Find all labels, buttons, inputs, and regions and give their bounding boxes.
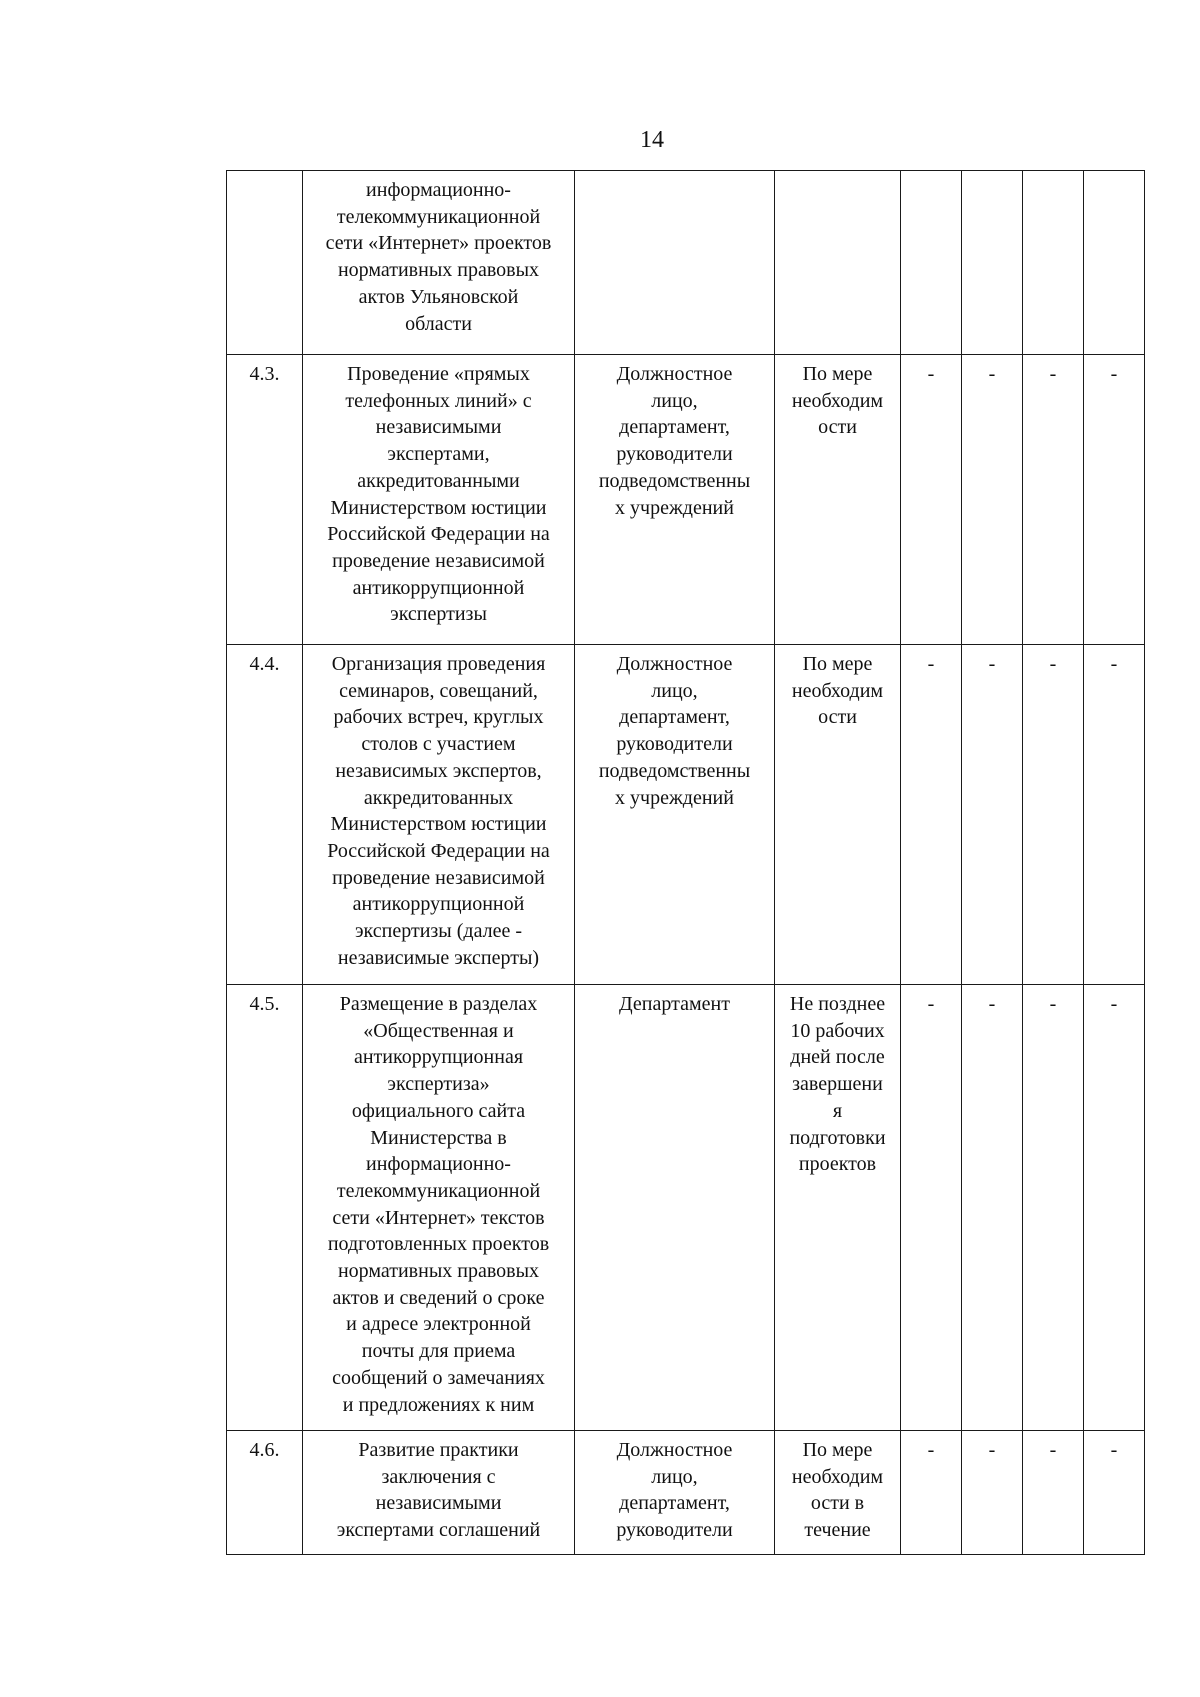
indicator-cell-1: - <box>901 1431 962 1555</box>
deadline-cell <box>775 171 901 355</box>
measures-table <box>226 170 1145 1555</box>
row-number: 4.6. <box>227 1431 303 1555</box>
indicator-cell-1: - <box>901 985 962 1431</box>
indicator-cell-2 <box>962 171 1023 355</box>
indicator-cell-2: - <box>962 985 1023 1431</box>
indicator-cell-4: - <box>1084 1431 1145 1555</box>
deadline-cell: По мере необходим ости <box>775 645 901 985</box>
indicator-cell-1 <box>901 171 962 355</box>
deadline-cell: По мере необходим ости в течение <box>775 1431 901 1555</box>
indicator-cell-3: - <box>1023 1431 1084 1555</box>
action-cell: Проведение «прямых телефонных линий» с независимыми экспертами, аккредитованными Министерством юстиции Российской Федерации на проведение независимой антикоррупционной экспертизы <box>303 355 575 645</box>
table-row <box>227 985 1145 1431</box>
indicator-cell-1: - <box>901 645 962 985</box>
indicator-cell-4: - <box>1084 355 1145 645</box>
deadline-cell: Не позднее 10 рабочих дней после завершени я подготовки проектов <box>775 985 901 1431</box>
indicator-cell-2: - <box>962 1431 1023 1555</box>
indicator-cell-2: - <box>962 645 1023 985</box>
indicator-cell-3 <box>1023 171 1084 355</box>
responsible-cell: Должностное лицо, департамент, руководители подведомственны х учреждений <box>575 645 775 985</box>
page-number: 14 <box>640 127 664 153</box>
indicator-cell-3: - <box>1023 355 1084 645</box>
indicator-cell-1: - <box>901 355 962 645</box>
indicator-cell-4: - <box>1084 645 1145 985</box>
indicator-cell-4: - <box>1084 985 1145 1431</box>
action-cell: Развитие практики заключения с независимыми экспертами соглашений <box>303 1431 575 1555</box>
responsible-cell: Должностное лицо, департамент, руководители подведомственны х учреждений <box>575 355 775 645</box>
action-cell: Размещение в разделах «Общественная и антикоррупционная экспертиза» официального сайта Министерства в информационно- телекоммуникационной сети «Интернет» текстов подготовленных проектов нормативных правовых актов и сведений о сроке и адресе электронной почты для приема сообщений о замечаниях и предложениях к ним <box>303 985 575 1431</box>
table-row <box>227 1431 1145 1555</box>
action-cell: информационно- телекоммуникационной сети «Интернет» проектов нормативных правовых актов Ульяновской области <box>303 171 575 355</box>
indicator-cell-3: - <box>1023 985 1084 1431</box>
indicator-cell-3: - <box>1023 645 1084 985</box>
deadline-cell: По мере необходим ости <box>775 355 901 645</box>
row-number: 4.4. <box>227 645 303 985</box>
table-row <box>227 645 1145 985</box>
table-row <box>227 355 1145 645</box>
responsible-cell <box>575 171 775 355</box>
table-row <box>227 171 1145 355</box>
row-number: 4.3. <box>227 355 303 645</box>
indicator-cell-4 <box>1084 171 1145 355</box>
indicator-cell-2: - <box>962 355 1023 645</box>
responsible-cell: Департамент <box>575 985 775 1431</box>
responsible-cell: Должностное лицо, департамент, руководители <box>575 1431 775 1555</box>
row-number <box>227 171 303 355</box>
row-number: 4.5. <box>227 985 303 1431</box>
action-cell: Организация проведения семинаров, совещаний, рабочих встреч, круглых столов с участием независимых экспертов, аккредитованных Министерством юстиции Российской Федерации на проведение независимой антикоррупционной экспертизы (далее - независимые эксперты) <box>303 645 575 985</box>
